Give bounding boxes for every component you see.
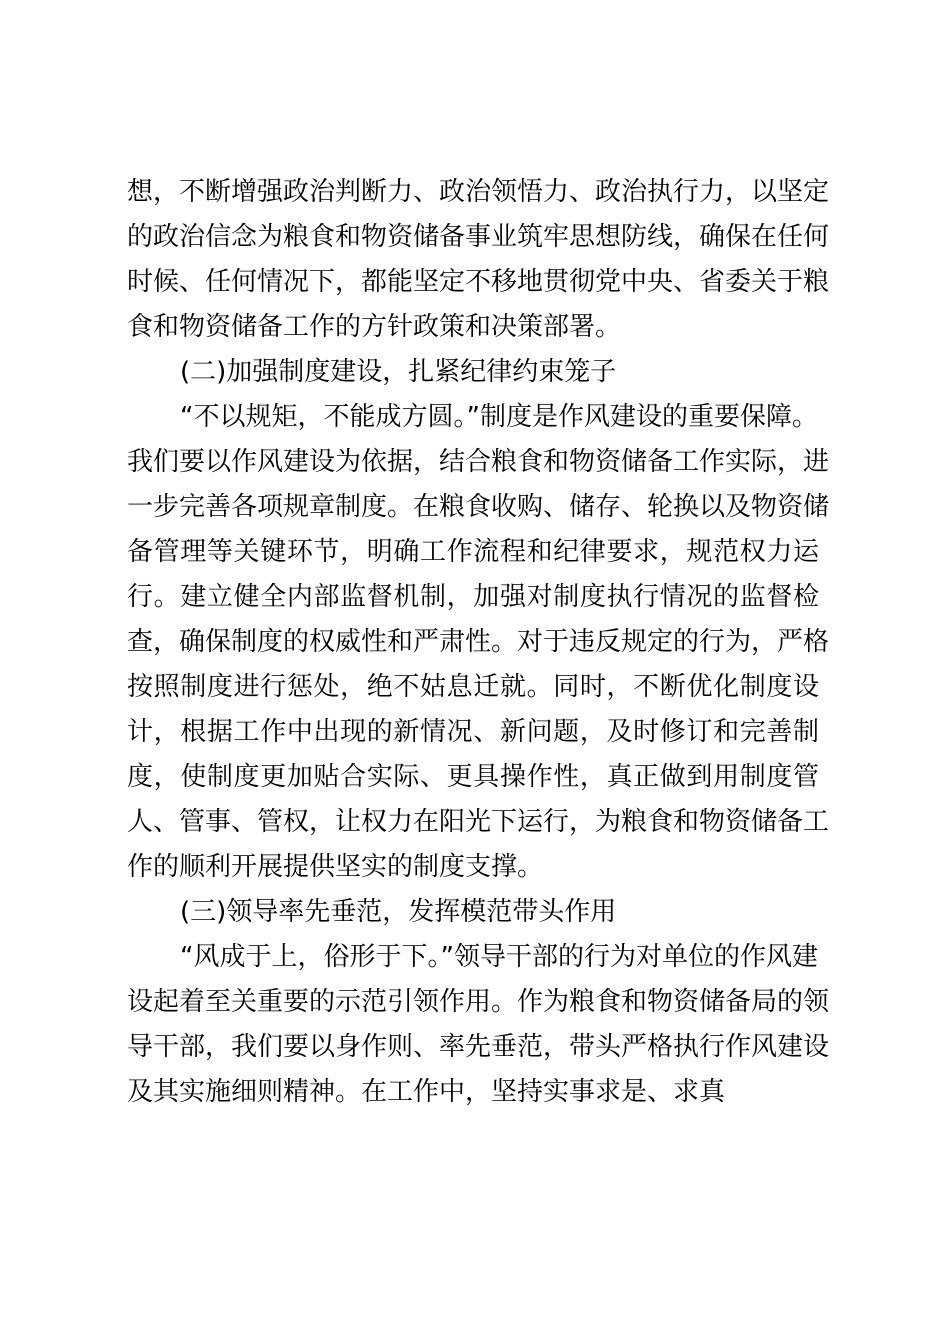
text-line: 备管理等关键环节，明确工作流程和纪律要求，规范权力运 <box>127 537 819 567</box>
text-line: 想，不断增强政治判断力、政治领悟力、政治执行力，以坚定 <box>127 177 830 207</box>
text-line: 及其实施细则精神。在工作中，坚持实事求是、求真 <box>127 1077 726 1107</box>
text-line: 人、管事、管权，让权力在阳光下运行，为粮食和物资储备工 <box>127 807 830 837</box>
document-body <box>127 170 830 1115</box>
paragraph-first-line: “不以规矩，不能成方圆。”制度是作风建设的重要保障。 <box>180 402 818 432</box>
section-heading: (二)加强制度建设，扎紧纪律约束笼子 <box>180 357 617 387</box>
text-line: 按照制度进行惩处，绝不姑息迁就。同时，不断优化制度设 <box>127 672 819 702</box>
text-line: 作的顺利开展提供坚实的制度支撑。 <box>127 852 544 882</box>
text-line: 时候、任何情况下，都能坚定不移地贯彻党中央、省委关于粮 <box>127 267 830 297</box>
text-line: 我们要以作风建设为依据，结合粮食和物资储备工作实际，进 <box>127 447 830 477</box>
text-line: 导干部，我们要以身作则、率先垂范，带头严格执行作风建设 <box>127 1032 830 1062</box>
text-line: 设起着至关重要的示范引领作用。作为粮食和物资储备局的领 <box>127 987 830 1017</box>
paragraph-first-line: “风成于上，俗形于下。”领导干部的行为对单位的作风建 <box>180 942 818 972</box>
text-line: 计，根据工作中出现的新情况、新问题，及时修订和完善制 <box>127 717 819 747</box>
section-heading: (三)领导率先垂范，发挥模范带头作用 <box>180 897 617 927</box>
text-line: 度，使制度更加贴合实际、更具操作性，真正做到用制度管 <box>127 762 819 792</box>
text-line: 的政治信念为粮食和物资储备事业筑牢思想防线，确保在任何 <box>127 222 830 252</box>
text-line: 一步完善各项规章制度。在粮食收购、储存、轮换以及物资储 <box>127 492 830 522</box>
text-line: 行。建立健全内部监督机制，加强对制度执行情况的监督检 <box>127 582 819 612</box>
text-line: 食和物资储备工作的方针政策和决策部署。 <box>127 312 622 342</box>
text-line: 查，确保制度的权威性和严肃性。对于违反规定的行为，严格 <box>127 627 830 657</box>
